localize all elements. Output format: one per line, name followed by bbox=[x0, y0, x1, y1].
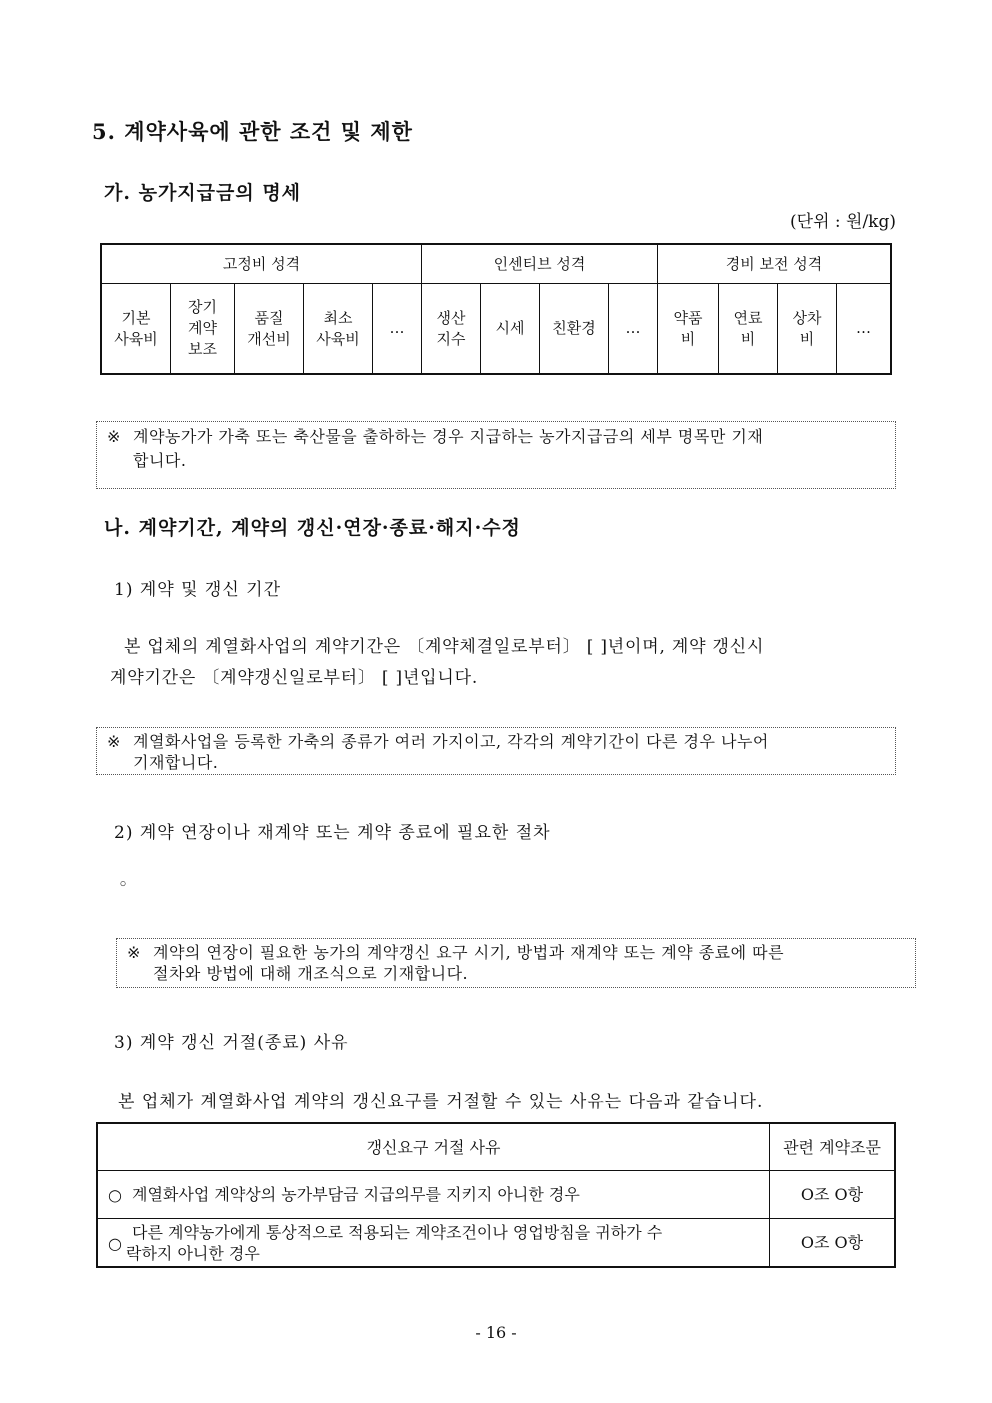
note-item2 bbox=[116, 938, 916, 988]
note-mark: ※ bbox=[107, 427, 121, 446]
item-cell-ellipsis: … bbox=[373, 284, 422, 375]
header-reason: 갱신요구 거절 사유 bbox=[97, 1123, 770, 1171]
item1-title: 1) 계약 및 갱신 기간 bbox=[114, 580, 282, 600]
header-clause: 관련 계약조문 bbox=[770, 1123, 896, 1171]
group-header-fixed: 고정비 성격 bbox=[101, 244, 422, 284]
item-cell: 기본 사육비 bbox=[101, 284, 171, 375]
refusal-reasons-table bbox=[96, 1122, 896, 1268]
reason-cell bbox=[97, 1219, 770, 1268]
item-cell: 약품 비 bbox=[658, 284, 719, 375]
item2-bullet: ◦ bbox=[118, 875, 130, 895]
group-header-expense: 경비 보전 성격 bbox=[658, 244, 892, 284]
note-line: 계약농가가 가축 또는 축산물을 출하하는 경우 지급하는 농가지급금의 세부 명목만 기재 bbox=[133, 427, 764, 446]
reason-line: 계열화사업 계약상의 농가부담금 지급의무를 지키지 아니한 경우 bbox=[132, 1185, 580, 1204]
para-line: 본 업체의 계열화사업의 계약기간은 〔계약체결일로부터〕 [ ]년이며, 계약 갱신시 bbox=[124, 637, 765, 657]
clause-cell: O조 O항 bbox=[770, 1171, 896, 1219]
para-line: 계약기간은 〔계약갱신일로부터〕 [ ]년입니다. bbox=[110, 668, 479, 688]
reason-line: 다른 계약농가에게 통상적으로 적용되는 계약조건이나 영업방침을 귀하가 수 bbox=[132, 1222, 663, 1242]
note-line: 합니다. bbox=[133, 451, 187, 470]
note-line: 계약의 연장이 필요한 농가의 계약갱신 요구 시기, 방법과 재계약 또는 계약 종료에 따른 bbox=[153, 943, 785, 962]
item-cell: 생산 지수 bbox=[422, 284, 481, 375]
section-title: 5. 계약사육에 관한 조건 및 제한 bbox=[92, 119, 413, 144]
item-cell-ellipsis: … bbox=[609, 284, 658, 375]
note-line: 계열화사업을 등록한 가축의 종류가 여러 가지이고, 각각의 계약기간이 다른 경우 나누어 bbox=[133, 732, 769, 751]
group-header-incentive: 인센티브 성격 bbox=[422, 244, 658, 284]
note-item1 bbox=[96, 727, 896, 775]
reason-cell bbox=[97, 1171, 770, 1219]
item-cell: 친환경 bbox=[540, 284, 609, 375]
item-cell: 최소 사육비 bbox=[304, 284, 373, 375]
item2-title: 2) 계약 연장이나 재계약 또는 계약 종료에 필요한 절차 bbox=[114, 823, 551, 843]
note-mark: ※ bbox=[127, 943, 141, 962]
reason-line: 락하지 아니한 경우 bbox=[126, 1243, 260, 1263]
circle-bullet: ○ bbox=[108, 1234, 122, 1253]
item3-title: 3) 계약 갱신 거절(종료) 사유 bbox=[114, 1033, 349, 1053]
subsection-na-title: 나. 계약기간, 계약의 갱신·연장·종료·해지·수정 bbox=[104, 517, 521, 539]
page-number: - 16 - bbox=[475, 1323, 517, 1342]
subsection-ga-title: 가. 농가지급금의 명세 bbox=[104, 182, 302, 204]
item-cell: 장기 계약 보조 bbox=[171, 284, 235, 375]
circle-bullet: ○ bbox=[108, 1185, 122, 1204]
note-line: 기재합니다. bbox=[133, 753, 219, 772]
item-cell: 품질 개선비 bbox=[235, 284, 304, 375]
item1-paragraph bbox=[110, 632, 900, 694]
item-cell: 상차 비 bbox=[778, 284, 837, 375]
note-payment bbox=[96, 421, 896, 489]
note-mark: ※ bbox=[107, 732, 121, 751]
item-cell: 연료 비 bbox=[719, 284, 778, 375]
unit-label: (단위 : 원/kg) bbox=[790, 212, 896, 232]
item-cell-ellipsis: … bbox=[837, 284, 892, 375]
note-line: 절차와 방법에 대해 개조식으로 기재합니다. bbox=[153, 964, 469, 983]
payment-items-table bbox=[100, 243, 892, 375]
clause-cell: O조 O항 bbox=[770, 1219, 896, 1268]
item-cell: 시세 bbox=[481, 284, 540, 375]
item3-intro: 본 업체가 계열화사업 계약의 갱신요구를 거절할 수 있는 사유는 다음과 같습니다. bbox=[118, 1092, 764, 1112]
